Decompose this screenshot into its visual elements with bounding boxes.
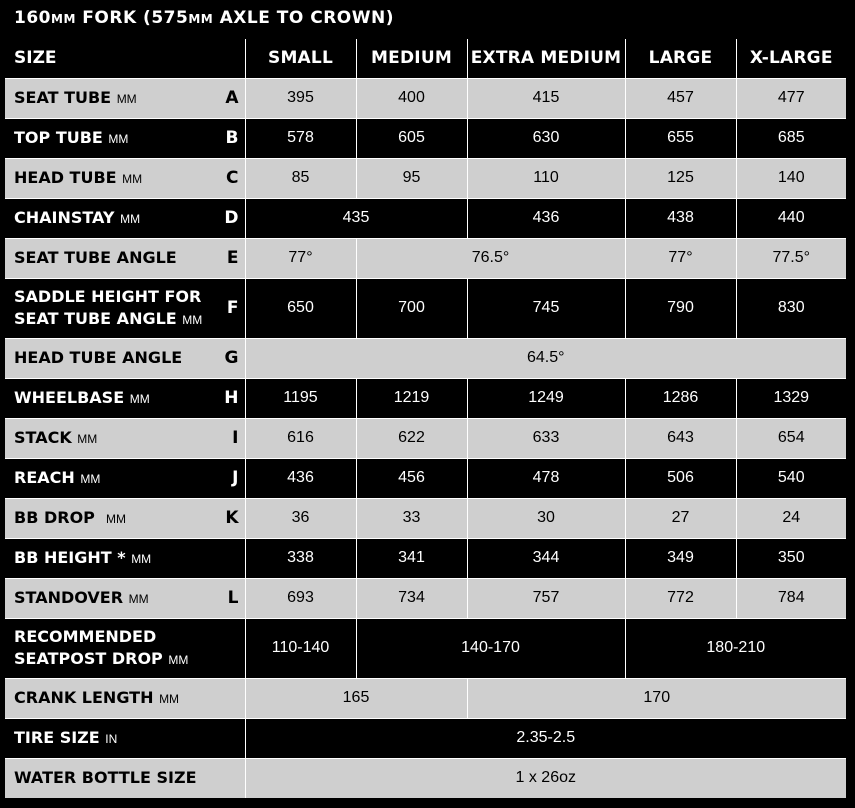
table-cell: 438 bbox=[625, 198, 736, 238]
row-label: STACK MM I bbox=[5, 418, 245, 458]
row-label: STANDOVER MM L bbox=[5, 578, 245, 618]
table-row bbox=[5, 278, 846, 338]
table-cell: 830 bbox=[736, 278, 846, 338]
table-cell: 506 bbox=[625, 458, 736, 498]
row-label: TOP TUBE MM B bbox=[5, 118, 245, 158]
table-row bbox=[5, 578, 846, 618]
table-cell: 110-140 bbox=[245, 618, 356, 678]
table-cell: 633 bbox=[467, 418, 625, 458]
table-cell: 1329 bbox=[736, 378, 846, 418]
geometry-table bbox=[5, 39, 846, 798]
table-cell: 745 bbox=[467, 278, 625, 338]
row-label: SADDLE HEIGHT FOR SEAT TUBE ANGLE MM F bbox=[5, 278, 245, 338]
table-cell: 435 bbox=[245, 198, 467, 238]
table-row bbox=[5, 538, 846, 578]
table-cell: 440 bbox=[736, 198, 846, 238]
table-cell: 540 bbox=[736, 458, 846, 498]
table-cell: 415 bbox=[467, 78, 625, 118]
table-cell: 64.5° bbox=[245, 338, 846, 378]
table-cell: 605 bbox=[356, 118, 467, 158]
col-x-large: X-LARGE bbox=[736, 39, 846, 78]
row-label: SEAT TUBE MM A bbox=[5, 78, 245, 118]
table-cell: 33 bbox=[356, 498, 467, 538]
table-row bbox=[5, 618, 846, 678]
table-cell: 654 bbox=[736, 418, 846, 458]
table-cell: 2.35-2.5 bbox=[245, 718, 846, 758]
table-cell: 110 bbox=[467, 158, 625, 198]
table-title: 160MM FORK (575MM AXLE TO CROWN) bbox=[14, 8, 394, 28]
table-cell: 85 bbox=[245, 158, 356, 198]
col-small: SMALL bbox=[245, 39, 356, 78]
table-cell: 341 bbox=[356, 538, 467, 578]
table-cell: 30 bbox=[467, 498, 625, 538]
table-cell: 457 bbox=[625, 78, 736, 118]
table-row bbox=[5, 718, 846, 758]
table-row bbox=[5, 238, 846, 278]
table-cell: 77.5° bbox=[736, 238, 846, 278]
table-cell: 650 bbox=[245, 278, 356, 338]
table-cell: 1249 bbox=[467, 378, 625, 418]
table-cell: 27 bbox=[625, 498, 736, 538]
table-cell: 77° bbox=[245, 238, 356, 278]
table-cell: 772 bbox=[625, 578, 736, 618]
table-cell: 1286 bbox=[625, 378, 736, 418]
table-cell: 436 bbox=[245, 458, 356, 498]
row-label: WHEELBASE MM H bbox=[5, 378, 245, 418]
table-cell: 757 bbox=[467, 578, 625, 618]
table-cell: 478 bbox=[467, 458, 625, 498]
table-row bbox=[5, 78, 846, 118]
row-label: SEAT TUBE ANGLE E bbox=[5, 238, 245, 278]
table-row bbox=[5, 458, 846, 498]
table-cell: 1 x 26oz bbox=[245, 758, 846, 798]
table-cell: 165 bbox=[245, 678, 467, 718]
table-cell: 622 bbox=[356, 418, 467, 458]
table-cell: 456 bbox=[356, 458, 467, 498]
table-cell: 400 bbox=[356, 78, 467, 118]
table-cell: 436 bbox=[467, 198, 625, 238]
col-large: LARGE bbox=[625, 39, 736, 78]
col-medium: MEDIUM bbox=[356, 39, 467, 78]
table-row bbox=[5, 158, 846, 198]
table-cell: 344 bbox=[467, 538, 625, 578]
table-cell: 685 bbox=[736, 118, 846, 158]
table-cell: 616 bbox=[245, 418, 356, 458]
table-cell: 655 bbox=[625, 118, 736, 158]
row-label: WATER BOTTLE SIZE bbox=[5, 758, 245, 798]
table-cell: 76.5° bbox=[356, 238, 625, 278]
table-cell: 170 bbox=[467, 678, 846, 718]
table-cell: 693 bbox=[245, 578, 356, 618]
row-label: CRANK LENGTH MM bbox=[5, 678, 245, 718]
table-cell: 125 bbox=[625, 158, 736, 198]
col-extra-medium: EXTRA MEDIUM bbox=[467, 39, 625, 78]
row-label: TIRE SIZE IN bbox=[5, 718, 245, 758]
table-cell: 643 bbox=[625, 418, 736, 458]
table-cell: 24 bbox=[736, 498, 846, 538]
table-row bbox=[5, 118, 846, 158]
table-cell: 700 bbox=[356, 278, 467, 338]
table-cell: 734 bbox=[356, 578, 467, 618]
table-cell: 77° bbox=[625, 238, 736, 278]
table-cell: 790 bbox=[625, 278, 736, 338]
header-row bbox=[5, 39, 846, 78]
row-label: RECOMMENDED SEATPOST DROP MM bbox=[5, 618, 245, 678]
table-cell: 784 bbox=[736, 578, 846, 618]
table-row bbox=[5, 198, 846, 238]
table-row bbox=[5, 338, 846, 378]
row-label: BB HEIGHT * MM bbox=[5, 538, 245, 578]
table-cell: 1195 bbox=[245, 378, 356, 418]
table-cell: 338 bbox=[245, 538, 356, 578]
row-label: CHAINSTAY MM D bbox=[5, 198, 245, 238]
table-row bbox=[5, 758, 846, 798]
table-cell: 180-210 bbox=[625, 618, 846, 678]
table-row bbox=[5, 378, 846, 418]
size-header: SIZE bbox=[5, 39, 245, 78]
table-cell: 140 bbox=[736, 158, 846, 198]
table-cell: 477 bbox=[736, 78, 846, 118]
row-label: REACH MM J bbox=[5, 458, 245, 498]
table-cell: 395 bbox=[245, 78, 356, 118]
row-label: HEAD TUBE MM C bbox=[5, 158, 245, 198]
table-row bbox=[5, 678, 846, 718]
row-label: HEAD TUBE ANGLE G bbox=[5, 338, 245, 378]
table-cell: 350 bbox=[736, 538, 846, 578]
table-cell: 1219 bbox=[356, 378, 467, 418]
table-cell: 140-170 bbox=[356, 618, 625, 678]
row-label: BB DROP MM K bbox=[5, 498, 245, 538]
table-row bbox=[5, 418, 846, 458]
table-cell: 630 bbox=[467, 118, 625, 158]
table-cell: 36 bbox=[245, 498, 356, 538]
table-cell: 349 bbox=[625, 538, 736, 578]
table-row bbox=[5, 498, 846, 538]
table-cell: 95 bbox=[356, 158, 467, 198]
table-cell: 578 bbox=[245, 118, 356, 158]
